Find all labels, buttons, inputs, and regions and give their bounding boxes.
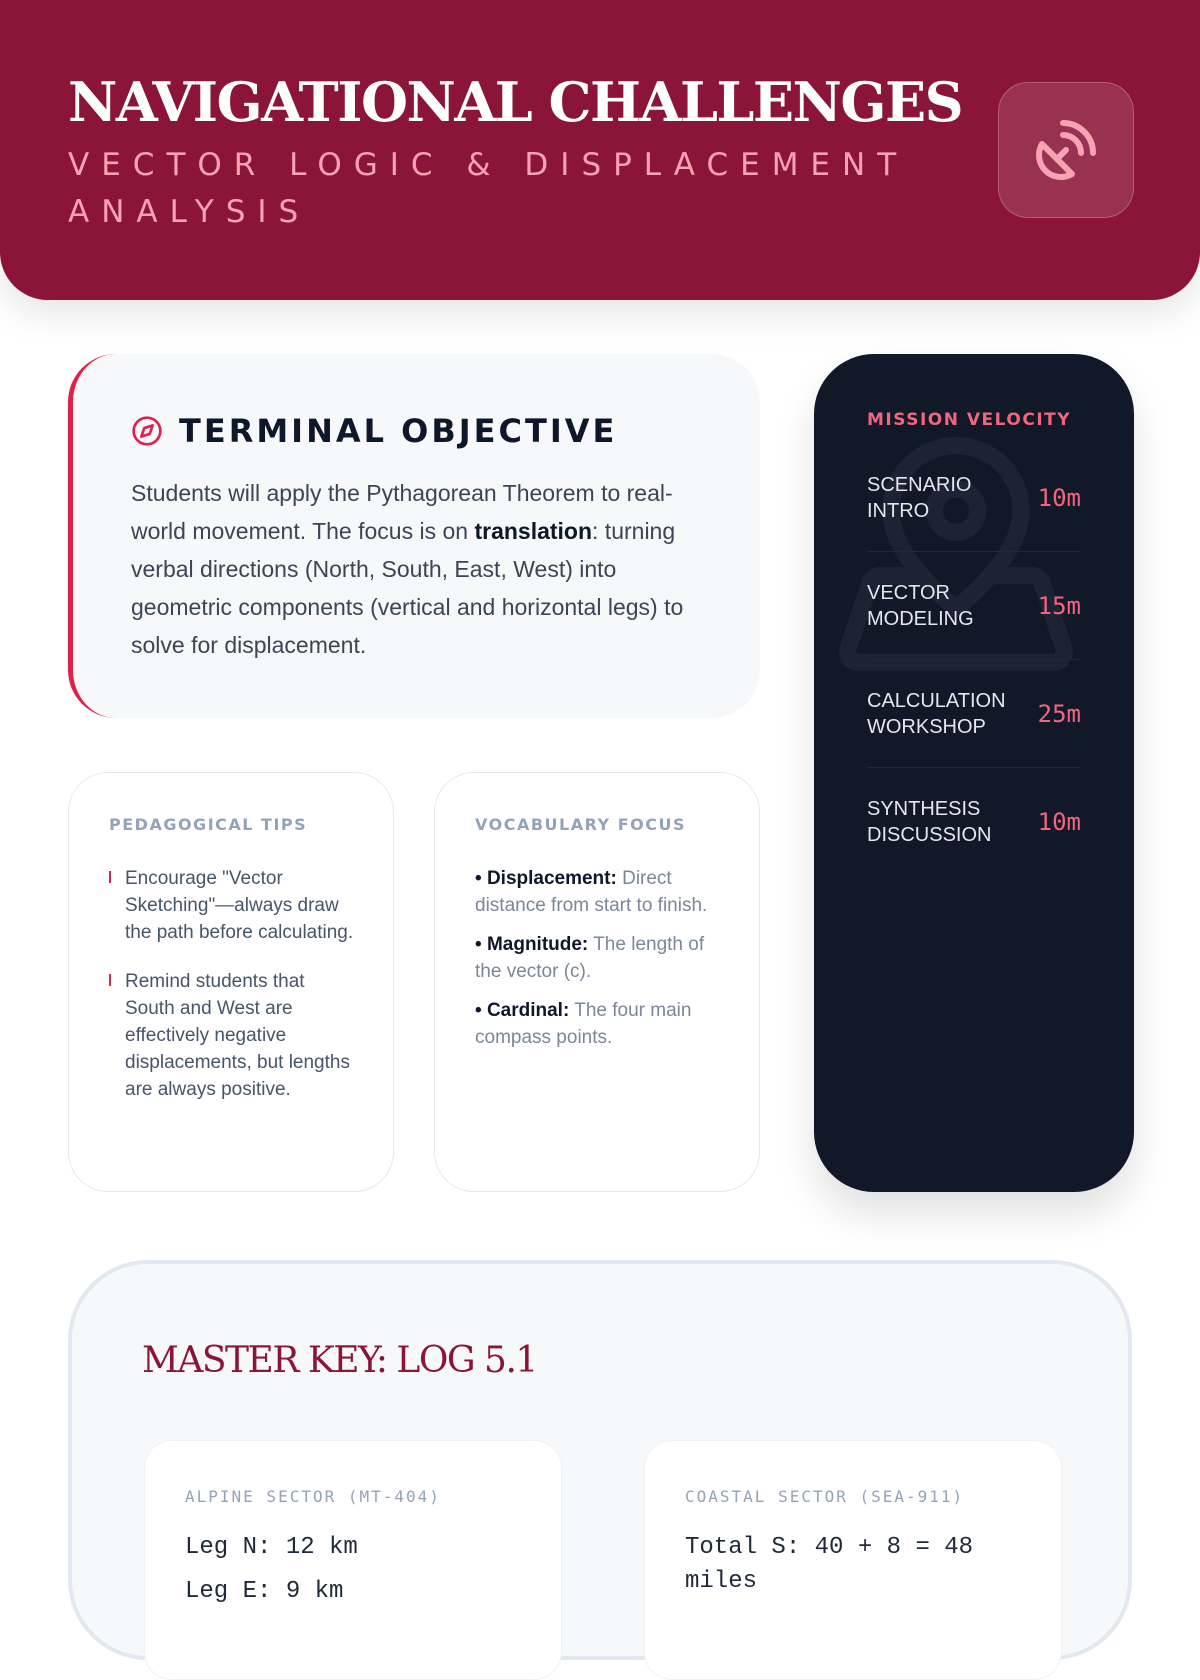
tip-text: Remind students that South and West are effectively negative displacements, but lengths are always positive. — [125, 971, 350, 1100]
terminal-objective-card — [68, 354, 760, 718]
master-key-panel — [68, 1260, 1132, 1660]
vocabulary-term: • Magnitude: — [475, 934, 589, 955]
vocabulary-definition: The length of the vector (c). — [475, 934, 705, 982]
velocity-phase-name: SYNTHESIS DISCUSSION — [867, 798, 992, 846]
coastal-sector-card — [644, 1440, 1062, 1680]
tip-marker — [109, 871, 111, 883]
vocabulary-focus-label: VOCABULARY FOCUS — [475, 815, 686, 834]
vocabulary-focus-card — [434, 772, 760, 1192]
sector-solution — [685, 1531, 1015, 1599]
pedagogical-tips-label: PEDAGOGICAL TIPS — [109, 815, 308, 834]
page-header — [0, 0, 1200, 300]
velocity-phase-time: 10m — [1037, 483, 1081, 512]
sector-label: ALPINE SECTOR (MT-404) — [185, 1487, 441, 1506]
tip-item — [109, 865, 359, 946]
page-title: NAVIGATIONAL CHALLENGES — [68, 70, 963, 134]
vocabulary-item — [475, 997, 725, 1051]
vocabulary-item — [475, 865, 725, 919]
vocabulary-term: • Cardinal: — [475, 1000, 570, 1021]
vocabulary-term: • Displacement: — [475, 868, 617, 889]
vocabulary-item — [475, 931, 725, 985]
velocity-phase-time: 15m — [1037, 591, 1081, 620]
velocity-row — [867, 660, 1081, 768]
velocity-phase-time: 25m — [1037, 699, 1081, 728]
vocabulary-definition: Direct distance from start to finish. — [475, 868, 708, 916]
vocabulary-term-text: Magnitude: — [486, 934, 589, 955]
sector-line: Leg E: 9 km — [185, 1578, 344, 1605]
compass-icon — [131, 415, 163, 447]
velocity-phase-name: CALCULATION WORKSHOP — [867, 689, 1006, 738]
velocity-phase-name: SCENARIO INTRO — [867, 473, 972, 522]
alpine-sector-card — [144, 1440, 562, 1680]
sector-line: Leg N: 12 km — [185, 1534, 358, 1561]
page-subtitle: VECTOR LOGIC & DISPLACEMENT ANALYSIS — [68, 147, 909, 230]
sector-solution — [185, 1531, 515, 1619]
pedagogical-tips-list — [109, 865, 359, 1125]
velocity-row — [867, 444, 1081, 552]
tip-text: Encourage "Vector Sketching"—always draw the path before calculating. — [125, 868, 354, 943]
vocabulary-term-text: Displacement: — [486, 868, 617, 889]
vocabulary-list — [475, 865, 725, 1063]
tip-item — [109, 968, 359, 1103]
vocabulary-definition: The four main compass points. — [475, 1000, 692, 1048]
velocity-phase-time: 10m — [1037, 808, 1081, 836]
sector-line: Total S: 40 + 8 = 48 miles — [685, 1534, 974, 1595]
velocity-row — [867, 768, 1081, 876]
objective-text-end: : turning verbal directions (North, South, East, West) into geometric components (vertical and horizontal legs) to solve for displacement. — [131, 518, 684, 658]
sector-label: COASTAL SECTOR (SEA-911) — [685, 1487, 965, 1506]
mission-velocity-label: MISSION VELOCITY — [867, 410, 1072, 430]
objective-heading — [131, 412, 617, 450]
objective-text-start: Students will apply the Pythagorean Theorem to real-world movement. The focus is on — [131, 480, 673, 544]
vocabulary-term-text: Cardinal: — [486, 1000, 570, 1021]
objective-keyword: translation — [474, 518, 593, 544]
objective-title: TERMINAL OBJECTIVE — [179, 412, 618, 450]
velocity-phase-name: VECTOR MODELING — [867, 581, 974, 630]
mission-velocity-card — [814, 354, 1134, 1192]
velocity-row — [867, 552, 1081, 660]
pedagogical-tips-card — [68, 772, 394, 1192]
master-key-title: MASTER KEY: LOG 5.1 — [142, 1340, 537, 1381]
header-icon-badge — [998, 82, 1134, 218]
objective-text — [131, 474, 711, 664]
tip-marker — [109, 974, 111, 986]
satellite-dish-icon — [1030, 114, 1102, 186]
